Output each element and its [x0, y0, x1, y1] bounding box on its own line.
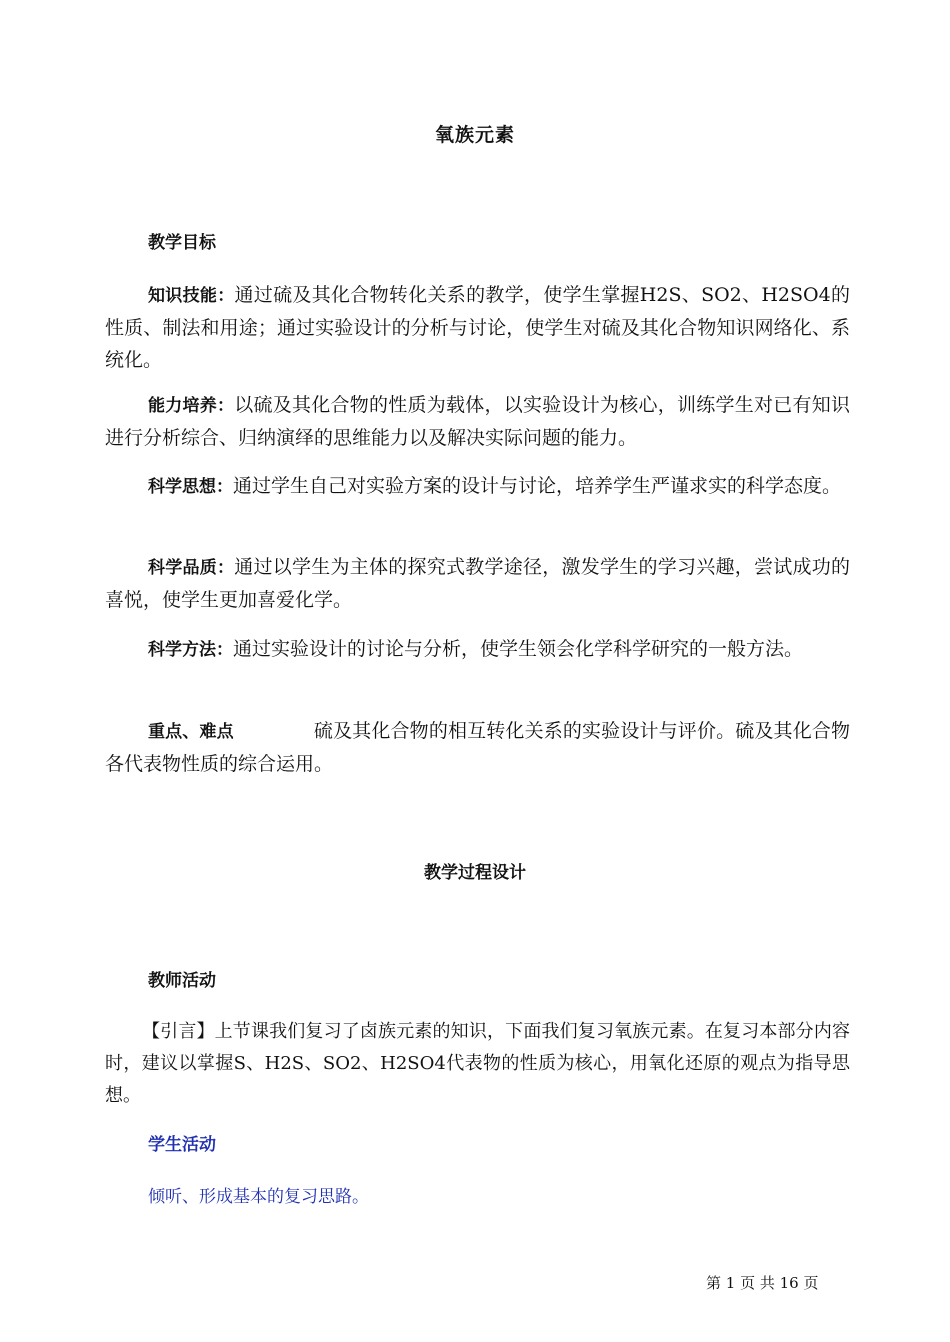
- method-text: 通过实验设计的讨论与分析，使学生领会化学科学研究的一般方法。: [233, 638, 804, 660]
- ability-label: 能力培养：: [148, 396, 235, 416]
- key-points-paragraph: [105, 715, 850, 780]
- method-label: 科学方法：: [148, 640, 233, 660]
- key-points-text: 硫及其化合物的相互转化关系的实验设计与评价。硫及其化合物各代表物性质的综合运用。: [105, 720, 850, 775]
- thinking-label: 科学思想：: [148, 477, 233, 497]
- thinking-paragraph: [105, 470, 850, 503]
- knowledge-text: 通过硫及其化合物转化关系的教学，使学生掌握H2S、SO2、H2SO4的性质、制法和用途；通过实验设计的分析与讨论，使学生对硫及其化合物知识网络化、系统化。: [105, 284, 850, 371]
- quality-paragraph: [105, 551, 850, 616]
- page-footer: 第 1 页 共 16 页: [706, 1274, 819, 1292]
- ability-text: 以硫及其化合物的性质为载体，以实验设计为核心，训练学生对已有知识进行分析综合、归纳演绎的思维能力以及解决实际问题的能力。: [105, 394, 850, 449]
- ability-paragraph: [105, 389, 850, 454]
- key-points-label: 重点、难点: [148, 722, 234, 742]
- quality-label: 科学品质：: [148, 558, 235, 578]
- method-paragraph: [105, 633, 850, 666]
- knowledge-label: 知识技能：: [148, 286, 235, 306]
- student-heading: 学生活动: [148, 1135, 216, 1155]
- process-heading: 教学过程设计: [424, 863, 526, 883]
- objectives-heading: 教学目标: [148, 233, 216, 253]
- intro-paragraph: 【引言】上节课我们复习了卤族元素的知识，下面我们复习氧族元素。在复习本部分内容时，建议以掌握S、H2S、SO2、H2SO4代表物的性质为核心，用氧化还原的观点为指导思想。: [105, 1021, 850, 1106]
- student-text: 倾听、形成基本的复习思路。: [148, 1187, 369, 1207]
- quality-text: 通过以学生为主体的探究式教学途径，激发学生的学习兴趣，尝试成功的喜悦，使学生更加喜爱化学。: [105, 556, 850, 611]
- teacher-heading: 教师活动: [148, 971, 216, 991]
- thinking-text: 通过学生自己对实验方案的设计与讨论，培养学生严谨求实的科学态度。: [233, 475, 842, 497]
- knowledge-paragraph: [105, 279, 850, 376]
- document-title: 氧族元素: [434, 124, 515, 146]
